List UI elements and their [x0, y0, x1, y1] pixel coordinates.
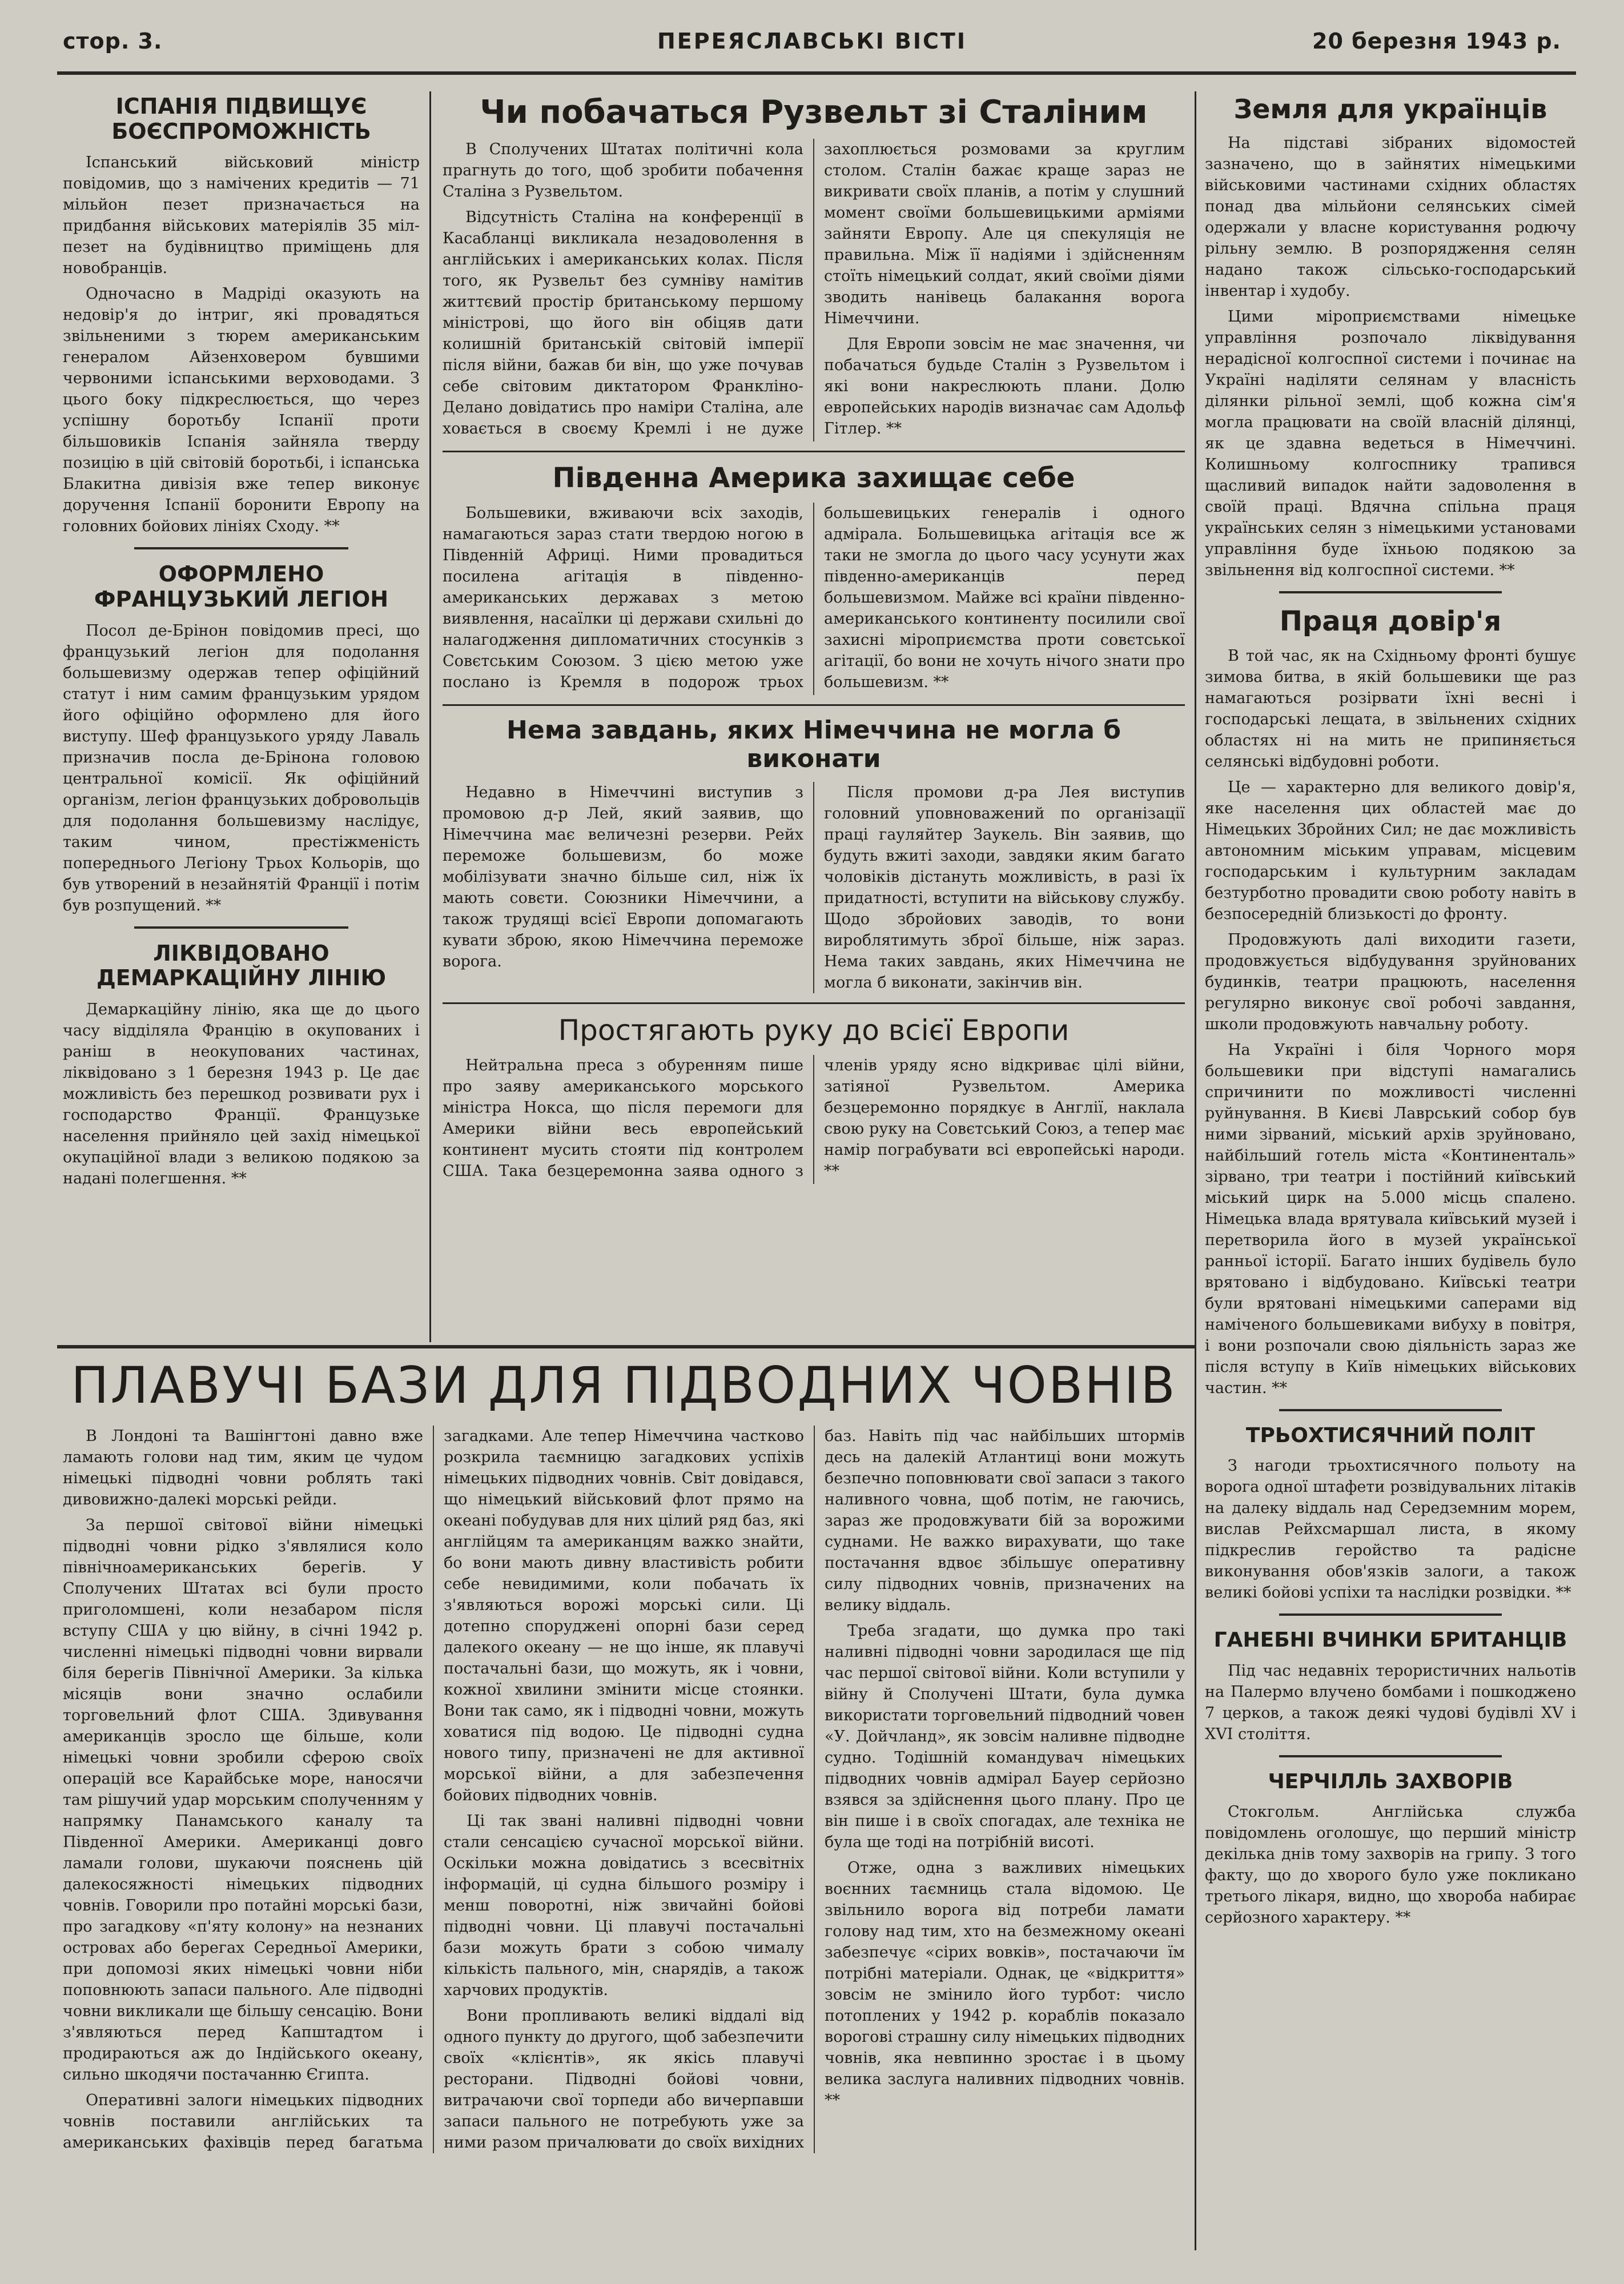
- section-rule: [57, 1345, 1195, 1348]
- article-paragraph: Нейтральна преса з обуренням пише про заяву американського морського міністра Нокса, що після перемоги для Америки війни весь европейський континент мусить стояти під контролем США. Така безцеремонна заява одного з членів уряду ясно відкриває цілі війни, затіяної Рузвельтом. Америка безцеремонно порядкує в Англії, наклала свою руку на Совєтський Союз, а тепер має намір пограбувати всі европейські народи. **: [443, 1057, 1185, 1181]
- article-title: ОФОРМЛЕНО ФРАНЦУЗЬКИЙ ЛЕГІОН: [94, 561, 389, 612]
- page-header: [63, 29, 1561, 69]
- article-paragraph: Демаркаційну лінію, яка ще до цього часу відділяла Францію в окупованих і раніш в неокупованих частинах, ліквідовано з 1 березня 1943 р. Це дає можливість без перешкод розвивати рух і господарство Франції. Французьке населення прийняло цей захід німецької окупаційної влади з великою подякою за надані полегшення. **: [63, 1001, 420, 1188]
- article-paragraph: Для Европи зовсім не має значення, чи побачаться будьде Сталін з Рузвельтом і які вони накреслюють плани. Долю европейських народів визначає сам Адольф Гітлер. **: [824, 335, 1185, 438]
- article-paragraph: За першої світової війни німецькі підводні човни рідко з'являлися коло північноамериканських берегів. У Сполучених Штатах всі були просто приголомшені, коли незабаром після вступу США у цю війну, в січні 1942 р. численні німецькі підводні човни вирвали біля берегів Північної Америки. За кілька місяців вони значно ослабили торговельний флот США. Здивування американців зросло ще більше, коли німецькі човни зробили сферою своїх операцій все Карайбське море, наносячи там рішучий удар морським сполученням у напрямку Панамського каналу та Південної Америки. Американці довго ламали голови, шукаючи пояснень цій далекосяжності німецьких підводних човнів. Говорили про потайні морські бази, про загадкову «п'яту колону» на незнаних островах або берегах Середньої Америки, при допомозі яких німецькі човни ніби поповнюють запаси пального. Але підводні човни викликали ще більшу сенсацію. Вони з'являються перед Капштадтом і продираються аж до Індійського океану, сильно шкодячи постачанню Єгипта.: [63, 1516, 423, 2084]
- article-paragraph: Під час недавніх терористичних нальотів на Палермо влучено бомбами і пошкоджено 7 церков, а також деякі чудові будівлі XV і XVI століття.: [1205, 1661, 1576, 1743]
- article-three-thousand-flight: [1205, 1424, 1576, 1603]
- article-paragraph: Ці так звані наливні підводні човни стали сенсацією сучасної морської війни. Оскільки можна довідатись з всесвітніх інформацій, ці судна більшого розміру і менш поворотні, ніж звичайні бойові підводні човни. Ці плавучі постачальні бази можуть брати з собою чималу кількість пального, мін, снарядів, а також харчових продуктів.: [444, 1812, 804, 2000]
- article-europe-hand: [443, 1014, 1185, 1185]
- article-body: [63, 1426, 1185, 2153]
- article-title: Нема завдань, яких Німеччина не могла б виконати: [507, 715, 1121, 774]
- newspaper-title: ПЕРЕЯСЛАВСЬКІ ВІСТІ: [657, 29, 967, 54]
- article-divider: [443, 1002, 1185, 1004]
- article-divider: [443, 704, 1185, 706]
- article-paragraph: Відсутність Сталіна на конференції в Касабланці викликала незадоволення в англійських і американських колах. Після того, як Рузвельт без сумніву намітив життєвий простір британському першому міністрові, що його він обіцяв дати колишній британській світовій імперії після війни, бажав би він, що уже почував себе світовим диктатором Франкліно-Делано довідатись про наміри Сталіна, але ховається в своєму Кремлі і не дуже захоплюється розмовами за круглим столом. Сталін бажає краще зараз не викривати своїх планів, а потім у слушний момент своїми большевицькими арміями зайняти Европу. Але ця спекуляція не правильна. Між її надіями і здійсненням стоїть німецький солдат, який своїми діями зводить нанівець балакання ворога Німеччини.: [443, 141, 1185, 438]
- article-floating-bases: [63, 1356, 1185, 2247]
- article-body: [443, 139, 1185, 441]
- article-title: ГАНЕБНІ ВЧИНКИ БРИТАНЦІВ: [1213, 1628, 1567, 1652]
- article-paragraph: Оперативні залоги німецьких підводних човнів поставили англійських та американських фахівців перед багатьма загадками. Але тепер Німеччина частково розкрила таємницю загадкових успіхів німецьких підводних човнів. Світ довідався, що німецький військовий флот прямо на океані побудував для них цілий ряд баз, які англійцям та американцям важко знайти, бо вони мають дивну властивість робити себе невидимими, коли побачать їх з'являються ворожі морські сили. Ці дотепно споруджені опорні бази серед далекого океану — не що інше, як плавучі постачальні бази, що можуть, як і човни, кожної хвилини змінити місце стоянки. Вони так само, як і підводні човни, можуть ховатися під водою. Це підводні судна нового типу, призначені не для активної морської війни, а для забезпечення бойових підводних човнів.: [63, 1427, 804, 2152]
- center-column: [443, 94, 1185, 1334]
- column-rule-left: [429, 91, 431, 1342]
- article-south-america: [443, 463, 1185, 695]
- article-title: Простягають руку до всієї Европи: [558, 1013, 1070, 1047]
- article-paragraph: Одночасно в Мадріді оказують на недовір'я до інтриг, які провадяться звільненими з тюрем американським генералом Айзенховером бувшими червоними іспанськими верховодами. З цього боку підкреслюється, що через успішну боротьбу Іспанії проти більшовиків Іспанія зайняла тверду позицію в цій світовій боротьбі, і іспанська Блакитна дивізія вже тепер виконує доручення Іспанії боронити Европу на головних бойових лініях Сходу. **: [63, 285, 420, 536]
- article-body: [443, 1055, 1185, 1184]
- article-title: Земля для українців: [1233, 94, 1547, 125]
- article-title: ТРЬОХТИСЯЧНИЙ ПОЛІТ: [1245, 1424, 1535, 1448]
- article-paragraph: Вони пропливають великі віддалі від одного пункту до другого, щоб забезпечити своїх «клієнтів», як якісь плавучі ресторани. Підводні бойові човни, витрачаючи свої торпеди або вичерпавши запаси пального не потребують уже за ними разом причалювати до своїх вихідних баз. Навіть під час найбільших штормів десь на далекій Атлантиці вони можуть безпечно поповнювати свої запаси з такого наливного човна, щоб потім, не гаючись, зараз же продовжувати бій за ворожими суднами. Не важко вирахувати, що таке постачання вдвоє збільшує оперативну силу підводних човнів, призначених на велику віддаль.: [444, 1427, 1185, 2152]
- article-paragraph: В Лондоні та Вашінгтоні давно вже ламають голови над тим, яким це чудом німецькі підводні човни роблять такі дивовижно-далекі морські рейди.: [63, 1427, 423, 1509]
- article-title: ІСПАНІЯ ПІДВИЩУЄ БОЄСПРОМОЖНІСТЬ: [111, 94, 371, 144]
- article-paragraph: Після промови д-ра Лея виступив головний уповноважений по організації праці гауляйтер Заукель. Він заявив, що будуть вжиті заходи, завдяки яким багато чоловіків дістануть можливість, в разі їх придатності, вступити на військову службу. Щодо збройових заводів, то вони вироблятимуть зброї більше, ніж зараз. Нема таких завдань, яких Німеччина не могла б виконати, закінчив він.: [824, 783, 1185, 992]
- article-churchill-ill: [1205, 1770, 1576, 1928]
- column-rule-right: [1195, 91, 1196, 2250]
- article-paragraph: Большевики, вживаючи всіх заходів, намагаються зараз стати твердою ногою в Південній Африці. Ними провадиться посилена агітація в південно-американських державах з метою виявлення, насаїлки ці держави схильні до налагодження дипломатичних стосунків з Совєтським Союзом. З цією метою уже послано із Кремля в подорож трьох большевицьких генералів і одного адмірала. Большевицька агітація все ж таки не змогла до цього часу усунути жах південно-американців перед большевизмом. Майже всі країни південно-американського континенту посилили свої захисні міроприємства проти совєтської агітації, бо вони не хочуть нічого знати про большевизм. **: [443, 504, 1185, 691]
- article-paragraph: Стокгольм. Англійська служба повідомлень оголошує, що перший міністр декілька днів тому захворів на грипу. З того факту, що до хворого було уже покликано третього лікаря, видно, що хвороба набирає серйозного характеру. **: [1205, 1803, 1576, 1927]
- article-demarcation: [63, 941, 420, 1189]
- article-paragraph: Посол де-Брінон повідомив пресі, що французький легіон для подолання большевизму одержав тепер офіційний статут і ним самим французьким урядом його офіційно оформлено для його виступу. Шеф французького уряду Лаваль призначив посла де-Брінона головою центральної комісії. Як офіційний організм, легіон французьких добровольців для подолання большевизму наслідує, таким чином, престіжменість попереднього Легіону Трьох Кольорів, що був утворений в незайнятій Франції і потім був розпущений. **: [63, 621, 420, 914]
- article-paragraph: В той час, як на Східньому фронті бушує зимова битва, в якій большевики ще раз намагаються розірвати їхні весні і господарські лещата, в звільнених східних областях ні на мить не припиняється селянські відбудовні роботи.: [1205, 647, 1576, 771]
- article-land-ukrainians: [1205, 94, 1576, 581]
- article-roosevelt-stalin: [443, 94, 1185, 441]
- article-paragraph: З нагоди трьохтисячного польоту на ворога одної штафети розвідувальних літаків на далеку віддаль над Середземним морем, вислав Рейхсмаршал листа, в якому підкреслив геройство та радісне виконування обов'язків залоги, а також великі бойові успіхи та наслідки розвідки. **: [1205, 1457, 1576, 1602]
- article-body: [443, 503, 1185, 695]
- issue-date: 20 березня 1943 р.: [1312, 29, 1561, 54]
- article-trust-work: [1205, 606, 1576, 1399]
- article-paragraph: Іспанський військовий міністр повідомив, що з намічених кредитів — 71 мільйон пезет призначається на придбання військових матеріялів 35 міл-пезет на будівництво приміщень для новобранців.: [63, 154, 420, 278]
- article-french-legion: [63, 562, 420, 916]
- article-body: [443, 782, 1185, 993]
- article-divider: [1279, 591, 1502, 593]
- right-column: [1205, 94, 1576, 2247]
- article-title: ЧЕРЧІЛЛЬ ЗАХВОРІВ: [1268, 1769, 1513, 1793]
- article-british-acts: [1205, 1628, 1576, 1744]
- article-spain: [63, 94, 420, 537]
- article-germany-tasks: [443, 716, 1185, 993]
- article-title: ЛІКВІДОВАНО ДЕМАРКАЦІЙНУ ЛІНІЮ: [96, 940, 387, 991]
- article-divider: [134, 547, 348, 549]
- article-paragraph: Недавно в Німеччині виступив з промовою д-р Лей, який заявив, що Німеччина має величезні резерви. Рейх переможе большевизм, бо може мобілізувати значно більше сил, ніж їх мають совєти. Союзники Німеччини, а також трудящі всієї Европи допомагають кувати зброю, якою Німеччина переможе ворога.: [443, 783, 803, 970]
- article-paragraph: На Україні і біля Чорного моря большевики при відступі намагались спричинити по можливості численні руйнування. В Києві Лаврський собор був ними зірваний, міський архів зруйновано, найбільший готель міста «Континенталь» зірвано, три театри і постійний київський міський цирк на 5.000 місць спалено. Німецька влада врятувала київський музей і перетворила його в музей української ранньої історії. Багато інших будівель було врятовано і відбудовано. Київські театри були врятовані німецькими саперами від наміченого большевиками вибуху в повітря, і вони розпочали свою діяльність зараз же після вступу в Київ німецьких військових частин. **: [1205, 1041, 1576, 1398]
- article-paragraph: Цими міроприємствами німецьке управління розпочало ліквідування нерадісної колгоспної системи і починає на Україні наділяти селянам у власність ділянки рільної землі, щоб кожна сім'я могла працювати на своїй власній ділянці, як це здавна ведеться в Німеччині. Колишньому колгоспнику трапився щасливий випадок найти задоволення в своїй праці. Вдячна спільна праця українських селян з німецькими установами управління буде їхньою подякою за звільнення від колгоспної системи. **: [1205, 307, 1576, 579]
- article-title: Чи побачаться Рузвельт зі Сталіним: [480, 94, 1148, 131]
- article-paragraph: Продовжують далі виходити газети, продовжується відбудування зруйнованих будинків, театри працюють, населення регулярно виконує свої робочі завдання, школи продовжують навчальну роботу.: [1205, 931, 1576, 1034]
- article-title: Південна Америка захищає себе: [552, 462, 1075, 495]
- header-rule: [57, 71, 1576, 75]
- article-divider: [1279, 1755, 1502, 1757]
- article-paragraph: На підставі зібраних відомостей зазначено, що в зайнятих німецькими військовими частинами східних областях понад два мільйони селянських сімей одержали у власне користування родючу рільну землю. В розпорядження селян надано також сільсько-господарський інвентар і худобу.: [1205, 134, 1576, 300]
- article-paragraph: Треба згадати, що думка про такі наливні підводні човни зародилася ще під час першої світової війни. Коли вступили у війну й Сполучені Штати, була думка використати торговельний підводний човен «У. Дойчланд», як зовсім наливне підводне судно. Тодішній командувач німецьких підводних човнів адмірал Бауер серйозно взявся за здійснення цього плану. Про це він пише і в своїх спогадах, але техніка не була ще тоді на потрібній висоті.: [825, 1622, 1185, 1852]
- article-paragraph: Отже, одна з важливих німецьких воєнних таємниць стала відомою. Це звільнило ворога від потреби ламати голову над тим, хто на безмежному океані забезпечує «сірих вовків», постачаючи їм потрібні матеріали. Однак, це «відкриття» зовсім не змінило його турбот: число потоплених у 1942 р. кораблів показало ворогові страшну силу німецьких підводних човнів, яка невпинно зростає і в цьому велика заслуга наливних підводних човнів. **: [825, 1859, 1185, 2110]
- article-headline: ПЛАВУЧІ БАЗИ ДЛЯ ПІДВОДНИХ ЧОВНІВ: [71, 1356, 1177, 1415]
- article-title: Праця довір'я: [1279, 605, 1502, 637]
- left-column: [63, 94, 420, 1334]
- article-paragraph: Це — характерно для великого довір'я, яке населення цих областей має до Німецьких Збройних Сил; не дає можливість автономним міським управам, місцевим господарським і культурним закладам безтурботно провадити свою роботу навіть в безпосередній близькості до фронту.: [1205, 778, 1576, 924]
- article-divider: [443, 451, 1185, 452]
- article-divider: [1279, 1409, 1502, 1411]
- article-divider: [134, 926, 348, 929]
- article-divider: [1279, 1613, 1502, 1616]
- page-number: стор. 3.: [63, 29, 163, 54]
- article-paragraph: В Сполучених Штатах політичні кола прагнуть до того, щоб зробити побачення Сталіна з Рузвельтом.: [443, 141, 803, 201]
